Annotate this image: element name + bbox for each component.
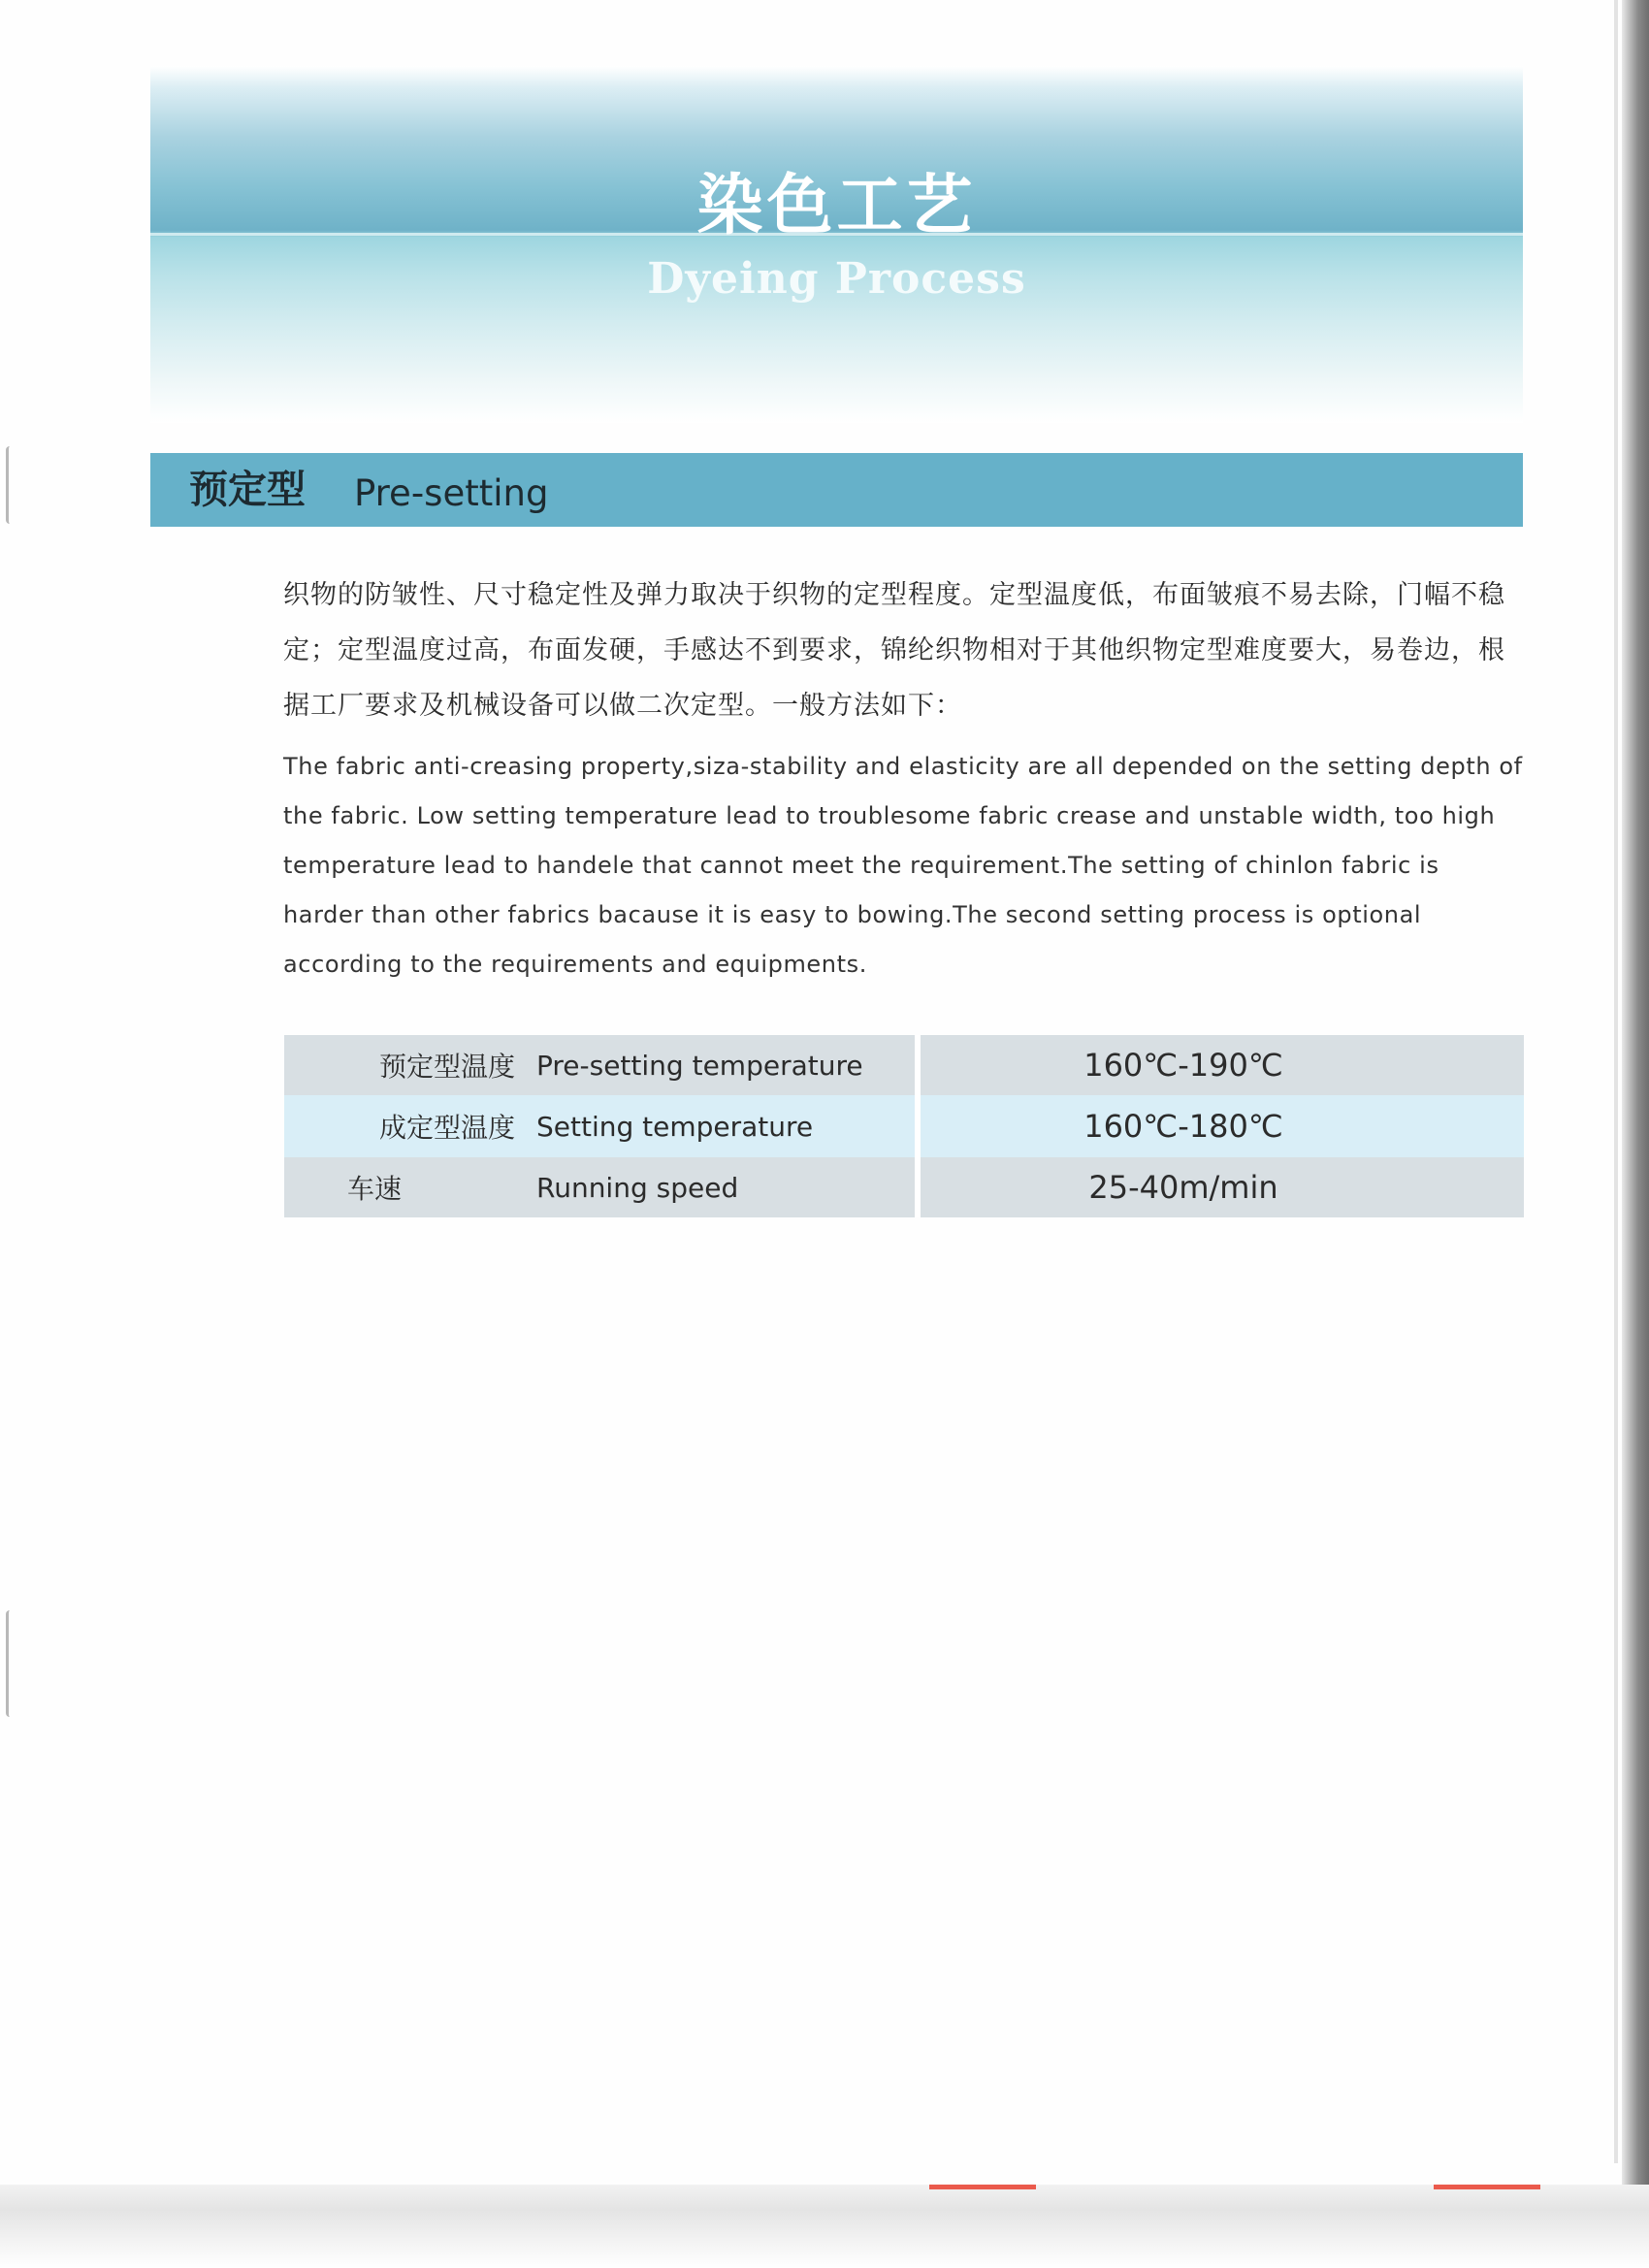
header-banner (150, 66, 1523, 423)
table-row (284, 1157, 1524, 1217)
param-label-cn: 成定型温度 (284, 1095, 536, 1157)
param-label-en: Running speed (536, 1157, 918, 1217)
page-bottom-edge (0, 2185, 1649, 2268)
section-header (150, 453, 1523, 527)
binding-mark (6, 1610, 18, 1717)
parameter-table (284, 1035, 1524, 1217)
param-label-cn: 预定型温度 (284, 1035, 536, 1095)
param-value: 160℃-180℃ (918, 1095, 1524, 1157)
param-value: 25-40m/min (918, 1157, 1524, 1217)
body-paragraph-cn: 织物的防皱性、尺寸稳定性及弹力取决于织物的定型程度。定型温度低，布面皱痕不易去除，门幅不稳定；定型温度过高，布面发硬，手感达不到要求，锦纶织物相对于其他织物定型难度要大，易卷边，根据工厂要求及机械设备可以做二次定型。一般方法如下： (283, 580, 1505, 721)
section-title-cn: 预定型 (189, 468, 306, 512)
param-value: 160℃-190℃ (918, 1035, 1524, 1095)
page-edge-shadow (1622, 0, 1649, 2268)
param-label-en: Pre-setting temperature (536, 1035, 918, 1095)
page-edge (1614, 0, 1618, 2163)
param-label-cn: 车速 (284, 1157, 536, 1217)
page-title-en: Dyeing Process (647, 254, 1026, 304)
red-accent-mark (929, 2185, 1036, 2189)
page-title-cn: 染色工艺 (696, 168, 977, 244)
body-paragraph-en: The fabric anti-creasing property,siza-stability and elasticity are all depended on the setting depth of the fabric. Low setting temperature lead to troublesome fabric crease and unstable width, too high temperature lead to handele that cannot meet the requirement.The setting of chinlon fabric is harder than other fabrics bacause it is easy to bowing.The second setting process is optional according to the requirements and equipments. (283, 753, 1523, 978)
binding-mark (6, 446, 18, 524)
section-title-en: Pre-setting (354, 472, 549, 514)
table-row (284, 1095, 1524, 1157)
table-row (284, 1035, 1524, 1095)
red-accent-mark (1434, 2185, 1540, 2189)
param-label-en: Setting temperature (536, 1095, 918, 1157)
